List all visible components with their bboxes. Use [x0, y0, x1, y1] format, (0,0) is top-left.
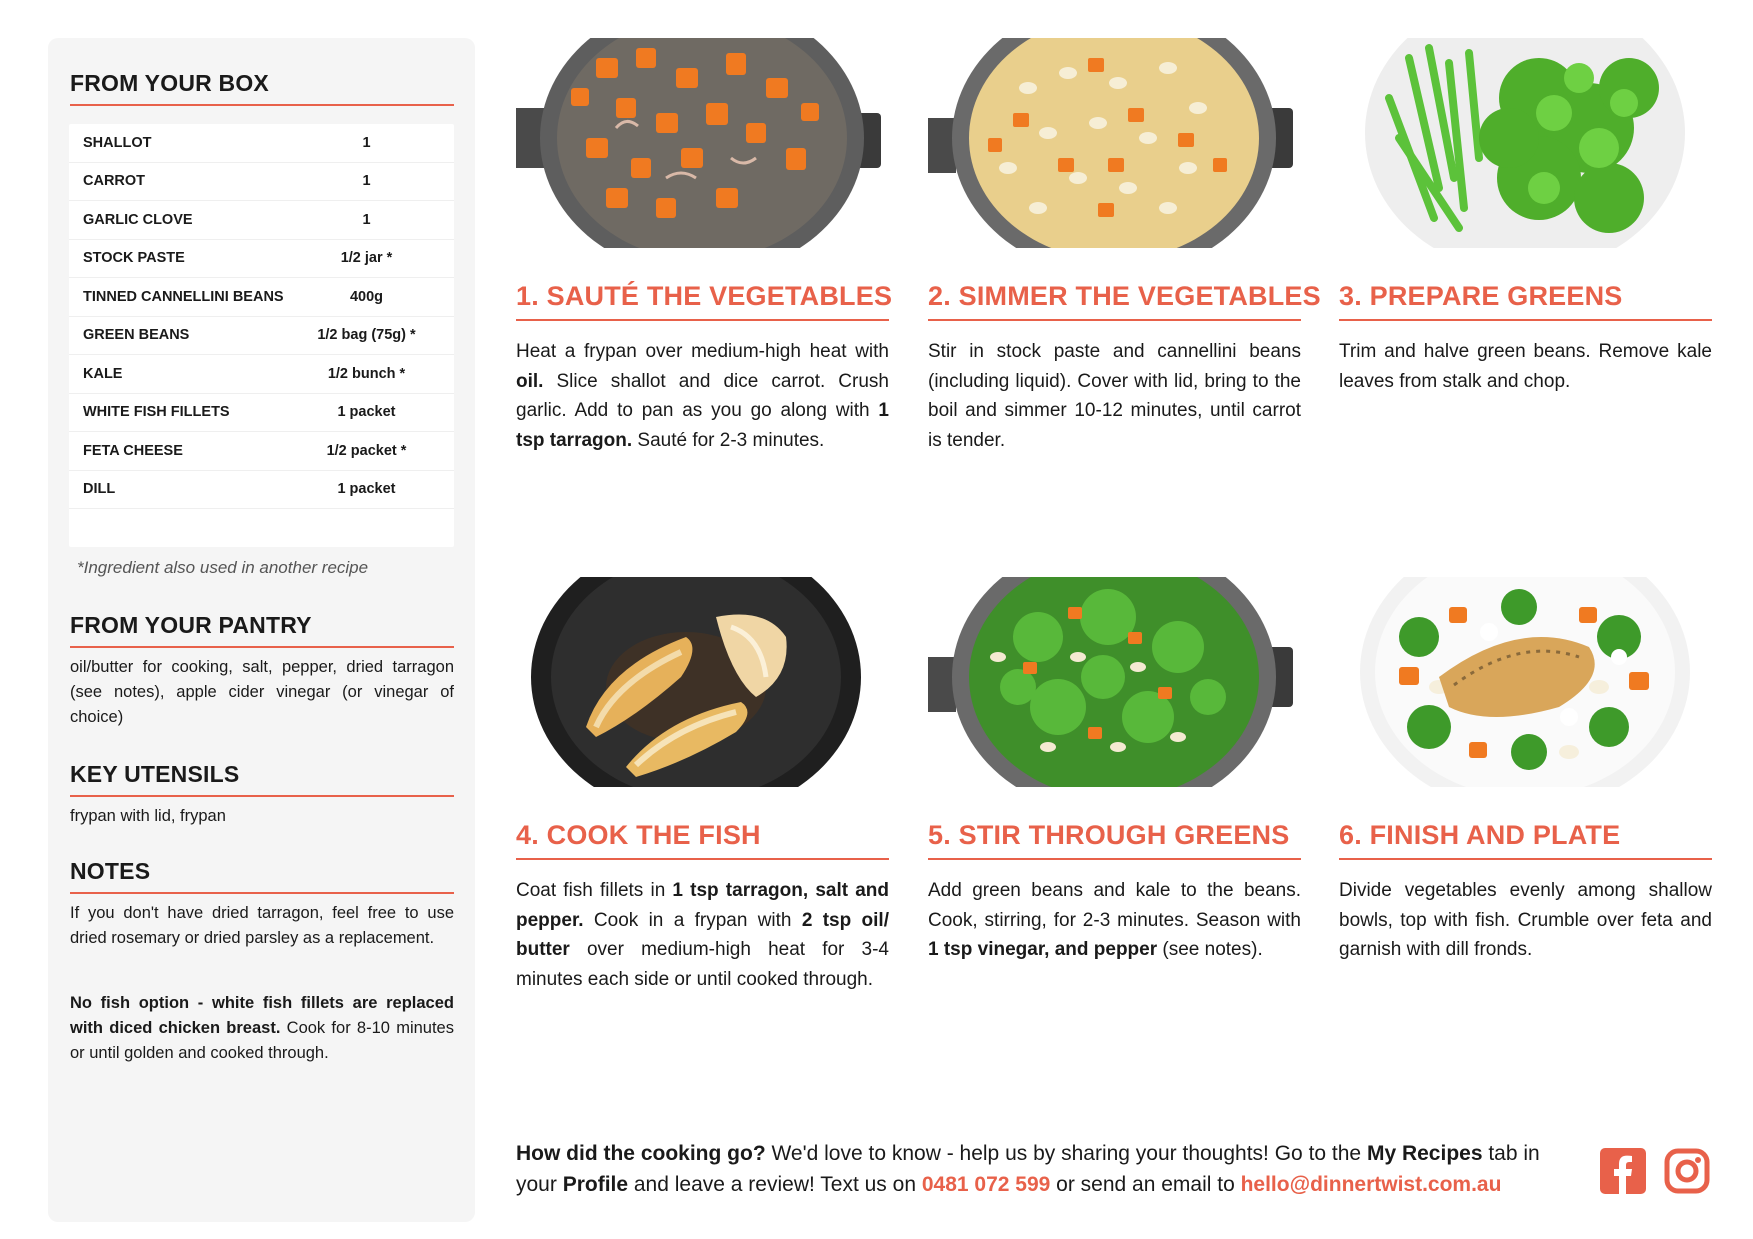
- ingredient-name: GREEN BEANS: [83, 327, 190, 344]
- ingredients-table: [69, 124, 454, 547]
- ingredient-name: DILL: [83, 481, 116, 498]
- ingredient-note: *Ingredient also used in another recipe: [77, 558, 369, 577]
- ingredient-qty: 1 packet: [337, 404, 396, 421]
- step-2: [928, 38, 1321, 455]
- pantry-text: oil/butter for cooking, salt, pepper, dried tarragon (see notes), apple cider vinegar (or vinegar of choice): [70, 658, 454, 726]
- step-text-bold: 2 tsp oil/ butter: [516, 909, 889, 960]
- step-text: (see notes).: [1157, 939, 1263, 960]
- step-3-body: [1339, 337, 1712, 396]
- ingredient-name: FETA CHEESE: [83, 442, 183, 459]
- step-4-title: 4. COOK THE FISH: [516, 820, 889, 860]
- step-text: Stir in stock paste and cannellini beans (including liquid). Cover with lid, bring to the boil and simmer 10-12 minutes, until carrot is tender.: [928, 341, 1301, 451]
- footer-text-2: tab in your: [516, 1142, 1540, 1196]
- step-text: Heat a frypan over medium-high heat with: [516, 341, 889, 362]
- ingredient-row: [69, 163, 454, 202]
- step-1: [516, 38, 893, 455]
- ingredient-qty: 1: [362, 134, 371, 151]
- step-5-photo: [928, 577, 1301, 787]
- notes-rest: Cook for 8-10 minutes or until golden and cooked through.: [70, 1019, 454, 1062]
- step-text: Divide vegetables evenly among shallow bowls, top with fish. Crumble over feta and garnish with dill fronds.: [1339, 880, 1712, 960]
- footer-text-3: and leave a review! Text us on: [628, 1173, 922, 1196]
- ingredient-row: [69, 201, 454, 240]
- step-text-bold: 1 tsp vinegar, and pepper: [928, 939, 1158, 960]
- ingredient-row: [69, 471, 454, 510]
- ingredient-name: GARLIC CLOVE: [83, 211, 193, 228]
- step-4-photo: [516, 577, 889, 787]
- step-2-body: [928, 337, 1301, 455]
- feedback-footer: [516, 1138, 1576, 1200]
- ingredient-row: [69, 394, 454, 433]
- ingredient-qty: 400g: [349, 288, 384, 305]
- ingredient-qty: 1/2 jar *: [340, 250, 393, 267]
- ingredient-qty: 1 packet: [337, 481, 396, 498]
- ingredient-name: SHALLOT: [83, 134, 152, 151]
- ingredient-name: KALE: [83, 365, 123, 382]
- ingredient-row: [69, 278, 454, 317]
- step-text: Cook in a frypan with: [583, 909, 802, 931]
- profile-link[interactable]: Profile: [562, 1173, 629, 1196]
- step-1-body: [516, 337, 889, 455]
- step-text: Sauté for 2-3 minutes.: [632, 429, 825, 451]
- instagram-icon[interactable]: [1664, 1148, 1710, 1194]
- step-text-bold: 1 tsp tarragon.: [516, 400, 889, 451]
- notes-heading: NOTES: [70, 858, 454, 894]
- step-2-title: 2. SIMMER THE VEGETABLES: [928, 281, 1301, 321]
- step-6-body: [1339, 876, 1712, 965]
- facebook-icon[interactable]: [1600, 1148, 1646, 1194]
- step-text-bold: 1 tsp tarragon, salt and pepper.: [516, 880, 889, 931]
- ingredients-sidebar: [48, 38, 475, 1222]
- step-5-title: 5. STIR THROUGH GREENS: [928, 820, 1301, 860]
- ingredient-name: WHITE FISH FILLETS: [83, 404, 230, 421]
- ingredient-qty: 1/2 bag (75g) *: [317, 327, 416, 344]
- from-your-box-heading: FROM YOUR BOX: [70, 70, 454, 106]
- ingredient-row: [69, 317, 454, 356]
- step-text: Coat fish fillets in: [516, 880, 673, 901]
- step-3-title: 3. PREPARE GREENS: [1339, 281, 1712, 321]
- step-3-photo: [1339, 38, 1712, 248]
- footer-question: How did the cooking go?: [516, 1142, 766, 1165]
- footer-text-4: or send an email to: [1050, 1173, 1241, 1196]
- notes-text-1: If you don't have dried tarragon, feel free to use dried rosemary or dried parsley as a replacement.: [70, 904, 454, 947]
- step-5: [928, 577, 1301, 965]
- ingredient-qty: 1: [362, 211, 371, 228]
- email-link[interactable]: hello@dinnertwist.com.au: [1240, 1173, 1502, 1196]
- notes-text-2: [70, 991, 454, 1066]
- step-text: Add green beans and kale to the beans. Cook, stirring, for 2-3 minutes. Season with: [928, 880, 1301, 931]
- ingredient-qty: 1/2 packet *: [326, 442, 407, 459]
- key-utensils-heading: KEY UTENSILS: [70, 761, 454, 797]
- step-text: Slice shallot and dice carrot. Crush garlic. Add to pan as you go along with: [516, 370, 889, 421]
- ingredient-name: CARROT: [83, 173, 146, 190]
- footer-text-1: We'd love to know - help us by sharing your thoughts! Go to the: [765, 1142, 1367, 1165]
- step-6-photo: [1339, 577, 1712, 787]
- ingredient-row: [69, 432, 454, 471]
- step-2-photo: [928, 38, 1301, 248]
- step-1-photo: [516, 38, 889, 248]
- step-text-bold: oil.: [516, 370, 544, 392]
- step-4-body: [516, 876, 889, 994]
- ingredient-row: [69, 355, 454, 394]
- step-3: [1339, 38, 1712, 396]
- my-recipes-link[interactable]: My Recipes: [1366, 1142, 1483, 1165]
- step-text: Trim and halve green beans. Remove kale leaves from stalk and chop.: [1339, 341, 1712, 392]
- ingredient-row: [69, 240, 454, 279]
- notes-bold: No fish option - white fish fillets are replaced with diced chicken breast.: [70, 994, 454, 1037]
- step-6-title: 6. FINISH AND PLATE: [1339, 820, 1712, 860]
- ingredient-name: TINNED CANNELLINI BEANS: [83, 288, 284, 305]
- ingredient-row: [69, 124, 454, 163]
- step-4: [516, 577, 889, 994]
- step-text: over medium-high heat for 3-4 minutes each side or until cooked through.: [516, 939, 889, 990]
- phone-link[interactable]: 0481 072 599: [921, 1173, 1051, 1196]
- from-your-pantry-heading: FROM YOUR PANTRY: [70, 612, 454, 648]
- ingredient-name: STOCK PASTE: [83, 250, 185, 267]
- step-6: [1339, 577, 1712, 965]
- step-5-body: [928, 876, 1301, 965]
- ingredient-qty: 1/2 bunch *: [327, 365, 406, 382]
- step-1-title: 1. SAUTÉ THE VEGETABLES: [516, 281, 889, 321]
- utensils-text: frypan with lid, frypan: [70, 807, 226, 825]
- ingredient-qty: 1: [362, 173, 371, 190]
